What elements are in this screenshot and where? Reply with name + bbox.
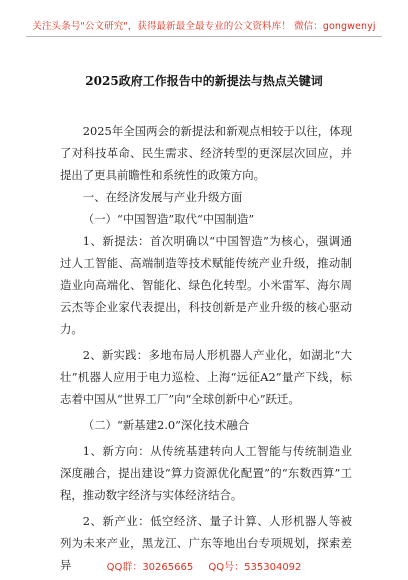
page-header <box>0 0 408 34</box>
document-body <box>60 120 352 576</box>
subsection-heading: （二）“新基建2.0”深化技术融合 <box>82 418 250 432</box>
body-paragraph: 1、新提法：首次明确以“中国智造”为核心，强调通过人工智能、高端制造等技术赋能传统产业升级，推动制造业向高端化、智能化、绿色化转型。小米雷军、海尔周云杰等企业家代表提出，科技创新是产业升级的核心驱动力。 <box>60 234 352 336</box>
section-heading: 一、在经济发展与产业升级方面 <box>82 190 243 204</box>
page-footer <box>0 558 408 573</box>
footer-qq-number: QQ号：535304092 <box>208 562 302 573</box>
footer-qq-group: QQ群：30265665 <box>106 562 194 573</box>
header-notice: 关注头条号"公文研究"，获得最新最全最专业的公文资料库！ 微信：gongwenyj <box>32 21 376 32</box>
document-title: 2025政府工作报告中的新提法与热点关键词 <box>85 74 323 88</box>
body-paragraph: 2、新产业：低空经济、量子计算、人形机器人等被列为未来产业，黑龙江、广东等地出台专项规划，探索差异 <box>60 514 352 572</box>
header-divider <box>26 36 382 37</box>
body-paragraph: 2、新实践：多地布局人形机器人产业化，如湖北“大壮”机器人应用于电力巡检、上海“远征A2”量产下线，标志着中国从“世界工厂”向“全球创新中心”跃迁。 <box>60 348 352 406</box>
body-paragraph: 1、新方向：从传统基建转向人工智能与传统制造业深度融合，提出建设“算力资源优化配置”的“东数西算”工程，推动数字经济与实体经济结合。 <box>60 444 352 502</box>
subsection-heading: （一）“中国智造”取代“中国制造” <box>82 212 255 226</box>
intro-paragraph: 2025年全国两会的新提法和新观点相较于以往，体现了对科技革命、民生需求、经济转型的更深层次回应，并提出了更具前瞻性和系统性的政策方向。 <box>60 124 352 182</box>
